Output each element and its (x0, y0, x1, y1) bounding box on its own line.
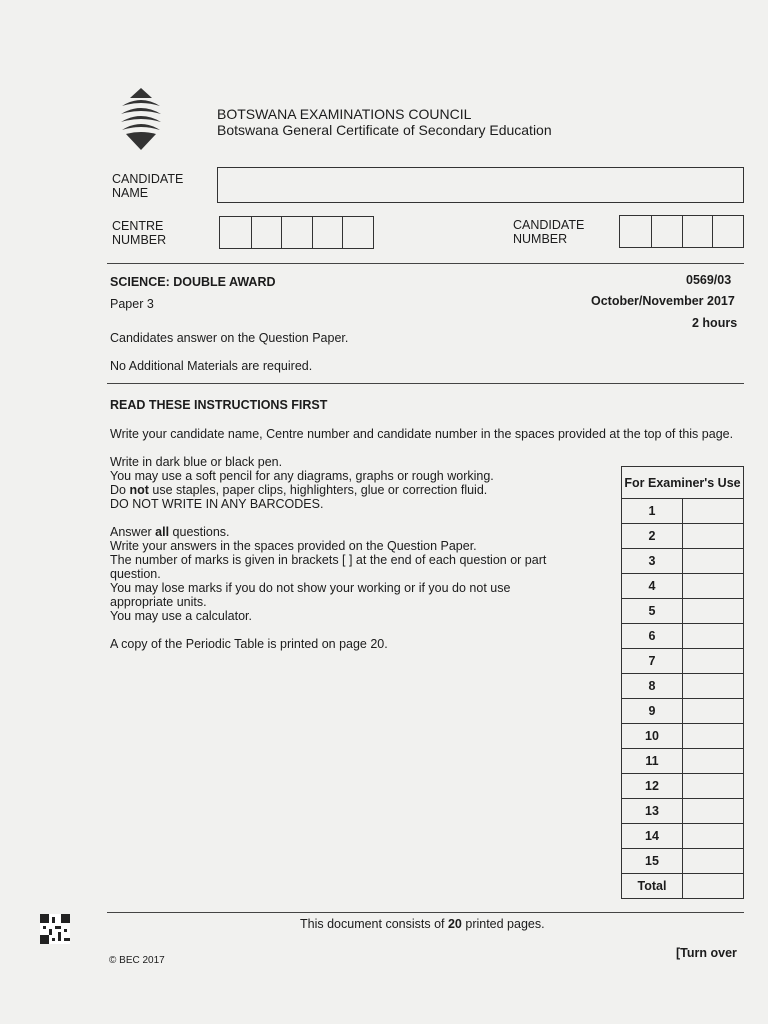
duration: 2 hours (692, 316, 738, 330)
barcode-icon (40, 914, 70, 944)
centre-number-label: CENTRE NUMBER (112, 219, 167, 247)
periodic-table-note: A copy of the Periodic Table is printed on page 20. (110, 637, 388, 651)
table-row: 14 (622, 824, 744, 849)
candidate-name-field[interactable] (217, 167, 744, 203)
table-row: 11 (622, 749, 744, 774)
table-row: 9 (622, 699, 744, 724)
centre-number-field[interactable] (219, 216, 374, 249)
turn-over: [Turn over (676, 946, 737, 960)
certificate-title: Botswana General Certificate of Secondary Education (217, 122, 552, 138)
divider (107, 912, 744, 913)
council-title: BOTSWANA EXAMINATIONS COUNCIL (217, 106, 472, 122)
table-row: 8 (622, 674, 744, 699)
instructions-block-2: Write in dark blue or black pen. You may use a soft pencil for any diagrams, graphs or rough working. Do not use staples, paper clips, highlighters, glue or correction fluid. DO NOT WRITE IN ANY BARCODES. (110, 455, 494, 511)
examiner-table (621, 466, 744, 899)
divider (107, 383, 744, 384)
copyright: © BEC 2017 (109, 955, 165, 966)
paper-number: Paper 3 (110, 297, 154, 311)
instructions-heading: READ THESE INSTRUCTIONS FIRST (110, 398, 328, 412)
table-row: 4 (622, 574, 744, 599)
instructions-block-1: Write your candidate name, Centre number and candidate number in the spaces provided at the top of this page. (110, 427, 734, 441)
table-row: 13 (622, 799, 744, 824)
table-row-total: Total (622, 874, 744, 899)
answer-note: Candidates answer on the Question Paper. (110, 331, 349, 345)
table-row: 15 (622, 849, 744, 874)
candidate-number-label: CANDIDATE NUMBER (513, 218, 585, 246)
examiner-table-heading: For Examiner's Use (622, 467, 744, 499)
candidate-number-field[interactable] (619, 215, 744, 248)
materials-note: No Additional Materials are required. (110, 359, 313, 373)
divider (107, 263, 744, 264)
table-row: 1 (622, 499, 744, 524)
table-row: 10 (622, 724, 744, 749)
table-row: 6 (622, 624, 744, 649)
paper-code: 0569/03 (686, 273, 732, 287)
table-row: 5 (622, 599, 744, 624)
session: October/November 2017 (591, 294, 735, 308)
candidate-name-label: CANDIDATE NAME (112, 172, 184, 200)
subject: SCIENCE: DOUBLE AWARD (110, 275, 276, 289)
table-row: 3 (622, 549, 744, 574)
table-row: 12 (622, 774, 744, 799)
bec-logo (118, 86, 164, 152)
table-row: 2 (622, 524, 744, 549)
page-count: This document consists of 20 printed pages. (300, 917, 545, 931)
table-row: 7 (622, 649, 744, 674)
instructions-block-3: Answer all questions. Write your answers in the spaces provided on the Question Paper. The number of marks is given in brackets [ ] at the end of each question or part question. You may lose marks if you do not show your working or if you do not use appropriate units. You may use a calculator. (110, 525, 547, 623)
